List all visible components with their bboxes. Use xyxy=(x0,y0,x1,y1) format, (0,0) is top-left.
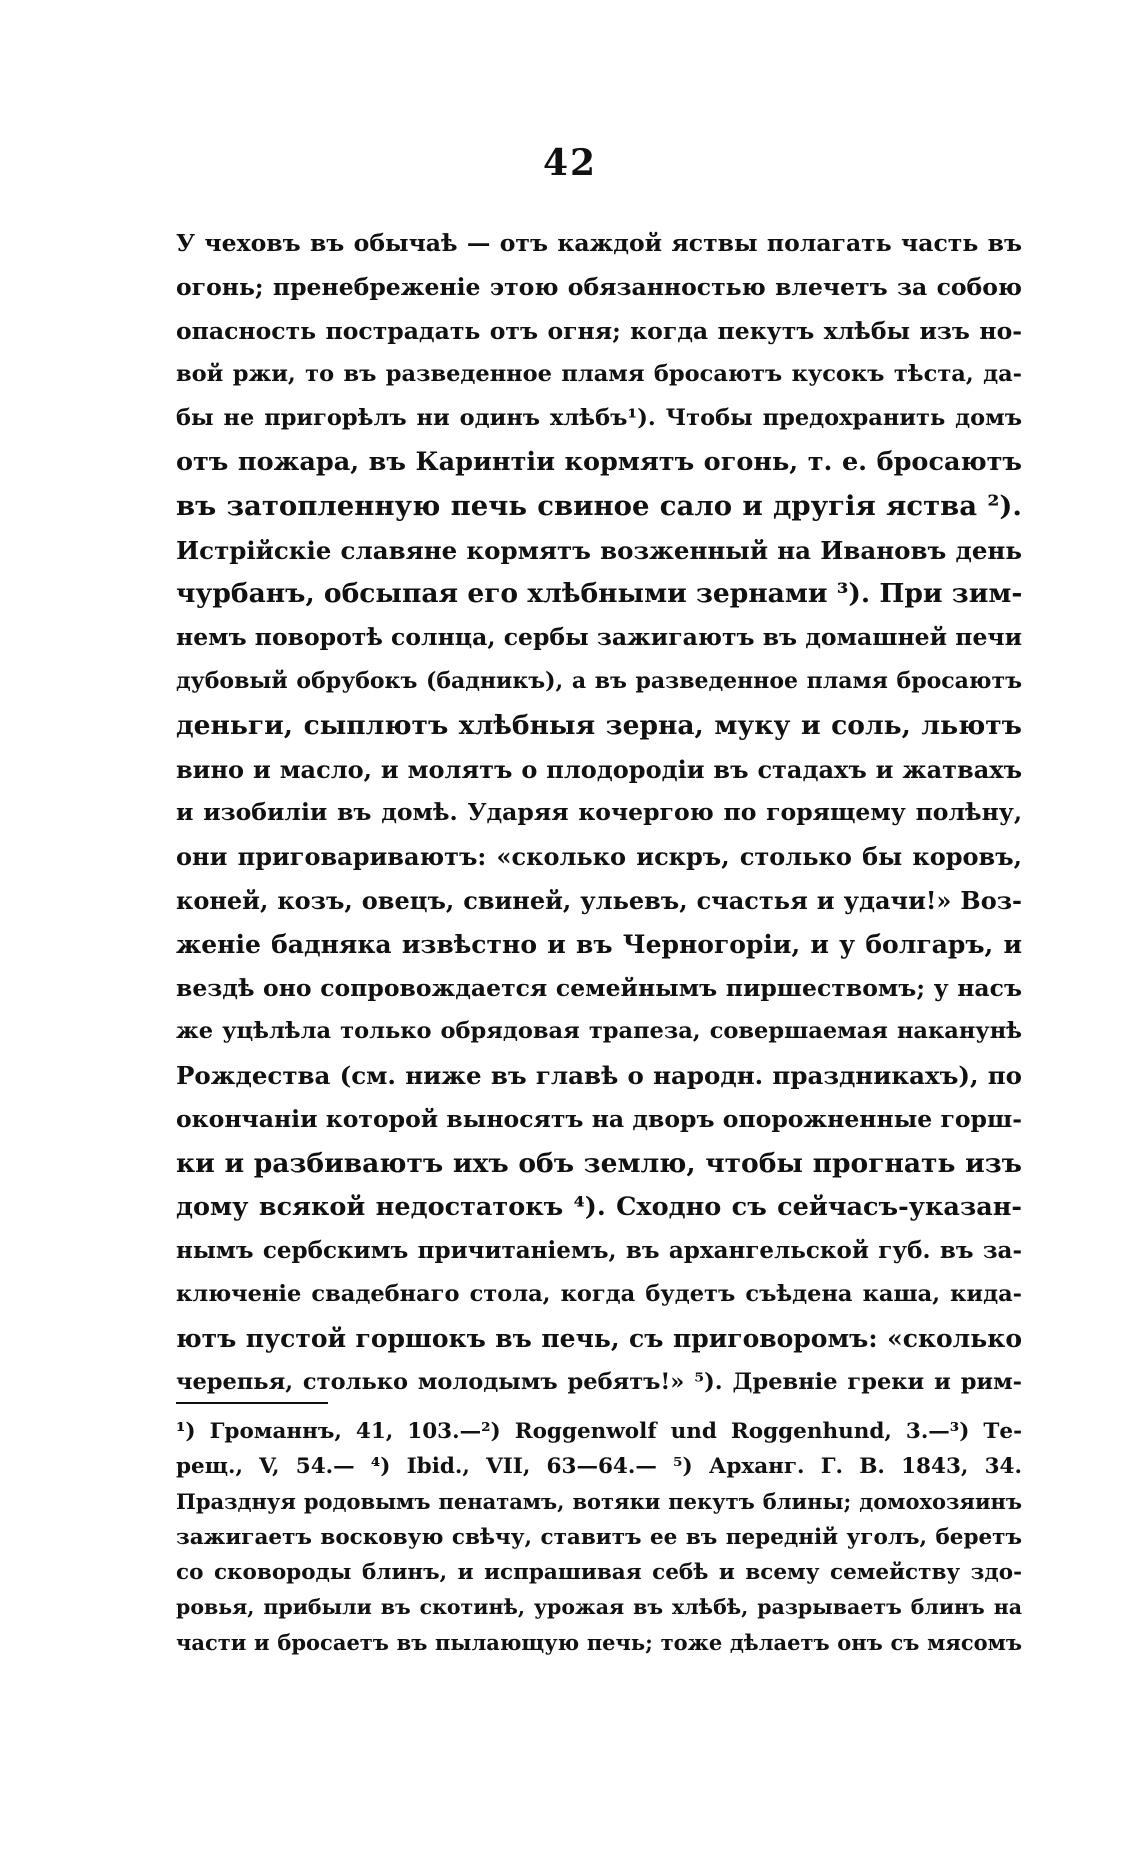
body-line: отъ пожара, въ Каринтіи кормятъ огонь, т. е. бросаютъ xyxy=(176,446,1022,477)
body-line: вой ржи, то въ разведенное пламя бросаютъ кусокъ тѣста, да- xyxy=(176,361,1022,388)
footnote-line: со сковороды блинъ, и испрашивая себѣ и всему семейству здо- xyxy=(176,1559,1022,1585)
body-line: дубовый обрубокъ (бадникъ), а въ разведенное пламя бросаютъ xyxy=(176,667,1022,694)
body-line: и изобиліи въ домѣ. Ударяя кочергою по горящему полѣну, xyxy=(176,798,1022,827)
body-text xyxy=(176,222,1022,1405)
body-line: Рождества (см. ниже въ главѣ о народн. праздникахъ), по xyxy=(176,1061,1022,1091)
body-line: вездѣ оно сопровождается семейнымъ пиршествомъ; у насъ xyxy=(176,973,1022,1002)
body-line: чурбанъ, обсыпая его хлѣбными зернами ³). При зим- xyxy=(176,578,1022,610)
body-line: немъ поворотѣ солнца, сербы зажигаютъ въ домашней печи xyxy=(176,623,1022,652)
footnote-line: рещ., V, 54.— ⁴) Ibid., VII, 63—64.— ⁵) Арханг. Г. В. 1843, 34. xyxy=(176,1454,1022,1480)
footnote-divider xyxy=(176,1402,328,1404)
footnote-line: ровья, прибыли въ скотинѣ, урожая въ хлѣбѣ, разрываетъ блинъ на xyxy=(176,1594,1022,1619)
body-line: дому всякой недостатокъ ⁴). Сходно съ сейчасъ-указан- xyxy=(176,1191,1022,1222)
body-line: опасность пострадать отъ огня; когда пекутъ хлѣбы изъ но- xyxy=(176,316,1022,345)
body-line: деньги, сыплютъ хлѣбныя зерна, муку и соль, льютъ xyxy=(176,709,1022,741)
body-line: ки и разбиваютъ ихъ объ землю, чтобы прогнать изъ xyxy=(176,1147,1022,1179)
body-line: черепья, столько молодымъ ребятъ!» ⁵). Древніе греки и рим- xyxy=(176,1368,1022,1395)
page-number: 42 xyxy=(542,142,598,184)
body-line: же уцѣлѣла только обрядовая трапеза, совершаемая наканунѣ xyxy=(176,1018,1022,1045)
body-line: ключеніе свадебнаго стола, когда будетъ съѣдена каша, кида- xyxy=(176,1281,1022,1308)
body-line: въ затопленную печь свиное сало и другія яства ²). xyxy=(176,489,1022,522)
body-line: они приговариваютъ: «сколько искръ, столько бы коровъ, xyxy=(176,842,1022,872)
body-line: коней, козъ, овецъ, свиней, ульевъ, счастья и удачи!» Воз- xyxy=(176,885,1022,915)
body-line: ютъ пустой горшокъ въ печь, съ приговоромъ: «сколько xyxy=(176,1323,1022,1353)
body-line: огонь; пренебреженіе этою обязанностью влечетъ за собою xyxy=(176,272,1022,301)
footnote-line: Празднуя родовымъ пенатамъ, вотяки пекутъ блины; домохозяинъ xyxy=(176,1489,1022,1515)
footnotes xyxy=(176,1414,1022,1660)
body-line: У чеховъ въ обычаѣ — отъ каждой яствы полагать часть въ xyxy=(176,229,1022,257)
footnote-line: ¹) Громаннъ, 41, 103.—²) Roggenwolf und Roggenhund, 3.—³) Те- xyxy=(176,1419,1022,1444)
body-line: бы не пригорѣлъ ни одинъ хлѣбъ¹). Чтобы предохранить домъ xyxy=(176,405,1022,432)
body-line: окончаніи которой выносятъ на дворъ опорожненные горш- xyxy=(176,1104,1022,1133)
body-line: женіе бадняка извѣстно и въ Черногоріи, и у болгаръ, и xyxy=(176,929,1022,959)
footnote-line: части и бросаетъ въ пылающую печь; тоже дѣлаетъ онъ съ мясомъ xyxy=(176,1630,1022,1656)
footnote-line: зажигаетъ восковую свѣчу, ставитъ ее въ передній уголъ, беретъ xyxy=(176,1524,1022,1550)
body-line: нымъ сербскимъ причитаніемъ, въ архангельской губ. въ за- xyxy=(176,1237,1022,1265)
body-line: вино и масло, и молятъ о плодородіи въ стадахъ и жатвахъ xyxy=(176,754,1022,784)
body-line: Истрійскіе славяне кормятъ возженный на Ивановъ день xyxy=(176,535,1022,565)
